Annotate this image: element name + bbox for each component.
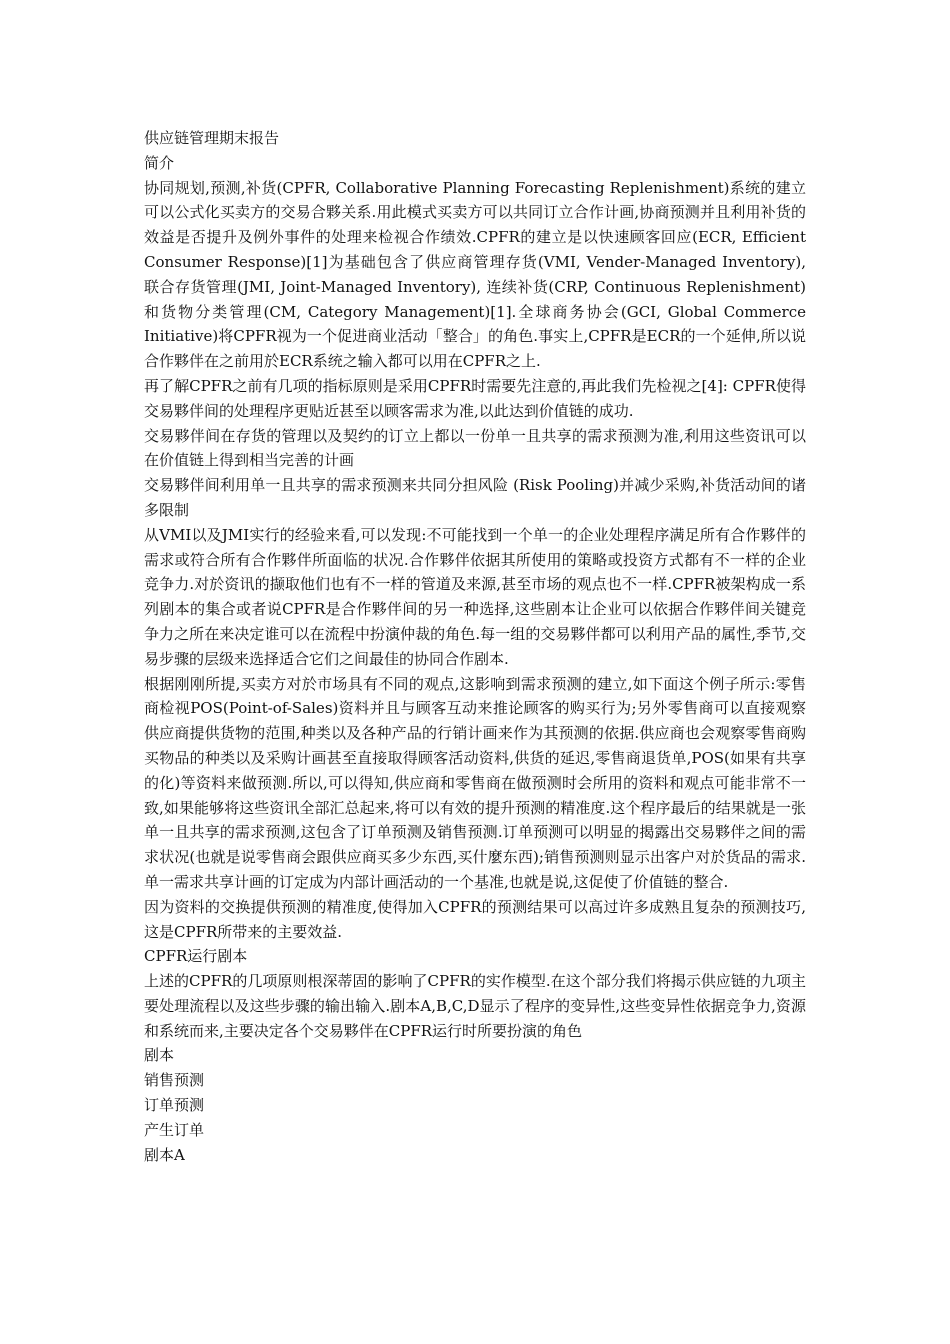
paragraph-principles-intro: 再了解CPFR之前有几项的指标原则是采用CPFR时需要先注意的,再此我们先检视之[4]: CPFR使得交易夥伴间的处理程序更贴近甚至以顾客需求为准,以此达到价值链的成功. (144, 376, 806, 420)
section-heading-intro: 简介 (144, 153, 175, 172)
document-title: 供应链管理期末报告 (144, 129, 280, 147)
list-item: 产生订单 (144, 1120, 205, 1139)
list-item: 订单预测 (144, 1096, 205, 1115)
paragraph-vmi-jmi-experience: 从VMI以及JMI实行的经验来看,可以发现:不可能找到一个单一的企业处理程序满足所有合作夥伴的需求或符合所有合作夥伴所面临的状况.合作夥伴依据其所使用的策略或投资方式都有不一样的企业竞争力.对於资讯的撷取他们也有不一样的管道及来源,甚至市场的观点也不一样.CPFR被架构成一系列剧本的集合或者说CPFR是合作夥伴间的另一种选择,这些剧本让企业可以依据合作夥伴间关键竞争力之所在来决定谁可以在流程中扮演仲裁的角色.每一组的交易夥伴都可以利用产品的属性,季节,交易步骤的层级来选择适合它们之间最佳的协同合作剧本. (144, 525, 806, 668)
document-page (144, 126, 806, 1167)
paragraph-playbook: 上述的CPFR的几项原则根深蒂固的影响了CPFR的实作模型.在这个部分我们将揭示供应链的九项主要处理流程以及这些步骤的输出输入.剧本A,B,C,D显示了程序的变异性,这些变异性依据竞争力,资源和系统而来,主要决定各个交易夥伴在CPFR运行时所要扮演的角色 (144, 972, 806, 1040)
paragraph-principle-shared-forecast: 交易夥伴间在存货的管理以及契约的订立上都以一份单一且共享的需求预测为准,利用这些资讯可以在价值链上得到相当完善的计画 (144, 426, 806, 470)
paragraph-main-benefit: 因为资料的交换提供预测的精准度,使得加入CPFR的预测结果可以高过许多成熟且复杂的预测技巧,这是CPFR所带来的主要效益. (144, 897, 806, 941)
list-item: 销售预测 (144, 1071, 205, 1090)
list-item: 剧本A (144, 1145, 185, 1164)
paragraph-cpfr-definition: 协同规划,预测,补货(CPFR, Collaborative Planning Forecasting Replenishment)系统的建立可以公式化买卖方的交易合夥关系.用此模式买卖方可以共同订立合作计画,协商预测并且利用补货的效益是否提升及例外事件的处理来检视合作绩效.CPFR的建立是以快速顾客回应(ECR, Efficient Consumer Response)[1]为基础包含了供应商管理存货(VMI, Vender-Managed Inventory), 联合存货管理(JMI, Joint-Managed Inventory), 连续补货(CRP, Continuous Replenishment)和货物分类管理(CM, Category Management)[1].全球商务协会(GCI, Global Commerce Initiative)将CPFR视为一个促进商业活动「整合」的角色.事实上,CPFR是ECR的一个延伸,所以说合作夥伴在之前用於ECR系统之输入都可以用在CPFR之上. (144, 178, 806, 371)
list-item: 剧本 (144, 1046, 175, 1065)
paragraph-forecast-example: 根据刚刚所提,买卖方对於市场具有不同的观点,这影响到需求预测的建立,如下面这个例子所示:零售商检视POS(Point-of-Sales)资料并且与顾客互动来推论顾客的购买行为;另外零售商可以直接观察供应商提供货物的范围,种类以及各种产品的行销计画来作为其预测的依据.供应商也会观察零售商购买物品的种类以及采购计画甚至直接取得顾客活动资料,供货的延迟,零售商退货单,POS(如果有共享的化)等资料来做预测.所以,可以得知,供应商和零售商在做预测时会所用的资料和观点可能非常不一致,如果能够将这些资讯全部汇总起来,将可以有效的提升预测的精准度.这个程序最后的结果就是一张单一且共享的需求预测,这包含了订单预测及销售预测.订单预测可以明显的揭露出交易夥伴之间的需求状况(也就是说零售商会跟供应商买多少东西,买什麼东西);销售预测则显示出客户对於货品的需求.单一需求共享计画的订定成为内部计画活动的一个基准,也就是说,这促使了价值链的整合. (144, 674, 806, 891)
section-heading-playbook: CPFR运行剧本 (144, 947, 248, 966)
paragraph-principle-risk-pooling: 交易夥伴间利用单一且共享的需求预测来共同分担风险 (Risk Pooling)并减少采购,补货活动间的诸多限制 (144, 476, 806, 519)
